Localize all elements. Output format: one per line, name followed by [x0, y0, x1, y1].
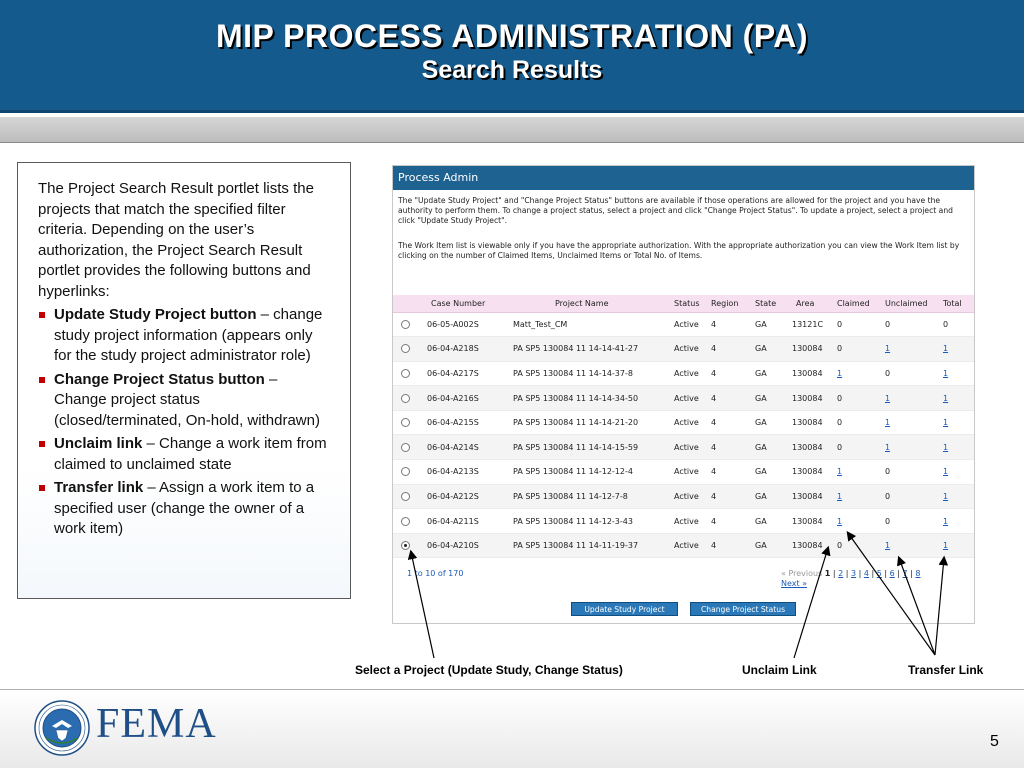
pager-page-5[interactable]: 5	[876, 569, 882, 578]
bullet-heading: Change Project Status button	[54, 370, 265, 388]
bullet-text: – Change project status (closed/terminated, On-hold, withdrawn)	[54, 370, 320, 429]
cell-case-number: 06-04-A216S	[423, 386, 505, 411]
table-row	[393, 460, 974, 485]
cell-case-number: 06-04-A210S	[423, 533, 505, 558]
cell-state: GA	[751, 337, 788, 362]
pager-page-4[interactable]: 4	[863, 569, 869, 578]
cell-project-name: PA SP5 130084 11 14-14-37-8	[505, 361, 670, 386]
pager-separator: |	[869, 569, 877, 578]
select-column-header	[393, 295, 423, 312]
cell-status: Active	[670, 361, 707, 386]
pager-page-7[interactable]: 7	[902, 569, 908, 578]
cell-area: 130084	[788, 361, 833, 386]
pager-separator: |	[907, 569, 916, 578]
cell-case-number: 06-04-A215S	[423, 410, 505, 435]
bullet-unclaim-link	[38, 434, 330, 475]
table-row	[393, 386, 974, 411]
cell-area: 130084	[788, 337, 833, 362]
portlet-work-item-note: The Work Item list is viewable only if you have the appropriate authorization. With the appropriate authorization you can view the Work Item list by clicking on the number of Claimed Items, Unclaimed Items or Total No. of Items.	[398, 241, 960, 260]
cell-area: 130084	[788, 460, 833, 485]
cell-radio	[393, 533, 423, 558]
slide-subtitle: Search Results	[421, 56, 603, 84]
cell-total	[939, 509, 974, 534]
cell-claimed: 0	[833, 312, 881, 337]
cell-state: GA	[751, 361, 788, 386]
cell-state: GA	[751, 410, 788, 435]
column-header-total[interactable]: Total	[939, 295, 974, 312]
cell-unclaimed: 0	[881, 509, 939, 534]
cell-area: 130084	[788, 435, 833, 460]
claimed-items-link[interactable]: 1	[837, 368, 843, 378]
pager-separator: |	[881, 569, 890, 578]
unclaimed-items-link[interactable]: 1	[885, 442, 891, 452]
table-row	[393, 361, 974, 386]
page-number: 5	[990, 733, 999, 750]
cell-radio	[393, 312, 423, 337]
column-header-region[interactable]: Region	[707, 295, 751, 312]
cell-area: 130084	[788, 386, 833, 411]
cell-total	[939, 460, 974, 485]
cell-claimed	[833, 460, 881, 485]
pager-previous: « Previous	[781, 569, 823, 578]
cell-radio	[393, 460, 423, 485]
cell-total	[939, 386, 974, 411]
claimed-items-link[interactable]: 1	[837, 491, 843, 501]
cell-region: 4	[707, 484, 751, 509]
table-row	[393, 435, 974, 460]
claimed-items-link[interactable]: 1	[837, 516, 843, 526]
project-select-radio[interactable]	[401, 541, 410, 550]
cell-state: GA	[751, 386, 788, 411]
table-row	[393, 337, 974, 362]
pager-range: 1 to 10 of 170	[407, 569, 464, 578]
cell-region: 4	[707, 361, 751, 386]
cell-unclaimed: 0	[881, 484, 939, 509]
bullet-text: – Change a work item from claimed to unclaimed state	[54, 435, 327, 473]
change-project-status-button[interactable]: Change Project Status	[690, 602, 796, 616]
cell-state: GA	[751, 509, 788, 534]
total-items-link[interactable]: 1	[943, 418, 949, 428]
project-results-table	[393, 295, 974, 558]
total-items-link[interactable]: 1	[943, 442, 949, 452]
cell-project-name: PA SP5 130084 11 14-12-3-43	[505, 509, 670, 534]
cell-state: GA	[751, 312, 788, 337]
cell-unclaimed	[881, 533, 939, 558]
unclaimed-items-link[interactable]: 1	[885, 393, 891, 403]
cell-claimed: 0	[833, 533, 881, 558]
cell-area: 130084	[788, 509, 833, 534]
cell-project-name: PA SP5 130084 11 14-14-21-20	[505, 410, 670, 435]
cell-case-number: 06-05-A002S	[423, 312, 505, 337]
bullet-heading: Transfer link	[54, 479, 144, 496]
cell-status: Active	[670, 386, 707, 411]
column-header-status[interactable]: Status	[670, 295, 707, 312]
project-select-radio[interactable]	[401, 467, 410, 476]
cell-radio	[393, 386, 423, 411]
cell-area: 130084	[788, 410, 833, 435]
cell-radio	[393, 435, 423, 460]
unclaimed-items-link[interactable]: 1	[885, 541, 891, 551]
pager-page-1: 1	[824, 569, 831, 578]
cell-case-number: 06-04-A212S	[423, 484, 505, 509]
cell-case-number: 06-04-A217S	[423, 361, 505, 386]
cell-region: 4	[707, 435, 751, 460]
cell-status: Active	[670, 410, 707, 435]
total-items-link[interactable]: 1	[943, 368, 949, 378]
cell-total	[939, 337, 974, 362]
unclaimed-items-link[interactable]: 1	[885, 344, 891, 354]
cell-case-number: 06-04-A213S	[423, 460, 505, 485]
pager-page-6[interactable]: 6	[889, 569, 895, 578]
total-items-link[interactable]: 1	[943, 491, 949, 501]
pager-page-8[interactable]: 8	[915, 569, 921, 578]
cell-area: 130084	[788, 533, 833, 558]
cell-project-name: Matt_Test_CM	[505, 312, 670, 337]
cell-state: GA	[751, 533, 788, 558]
total-items-link[interactable]: 1	[943, 467, 949, 477]
bullet-heading: Unclaim link	[54, 435, 143, 452]
claimed-items-link[interactable]: 1	[837, 467, 843, 477]
column-header-claimed[interactable]: Claimed	[833, 295, 881, 312]
pager-page-2[interactable]: 2	[838, 569, 844, 578]
project-select-radio[interactable]	[401, 369, 410, 378]
portlet-title: Process Admin	[393, 166, 974, 190]
cell-project-name: PA SP5 130084 11 14-11-19-37	[505, 533, 670, 558]
cell-radio	[393, 361, 423, 386]
cell-region: 4	[707, 410, 751, 435]
project-select-radio[interactable]	[401, 344, 410, 353]
update-study-project-button[interactable]: Update Study Project	[571, 602, 678, 616]
cell-project-name: PA SP5 130084 11 14-12-7-8	[505, 484, 670, 509]
description-box	[17, 162, 351, 599]
unclaimed-items-link[interactable]: 1	[885, 418, 891, 428]
caption-unclaim-link: Unclaim Link	[742, 663, 817, 677]
cell-radio	[393, 509, 423, 534]
cell-state: GA	[751, 460, 788, 485]
pager-pages	[825, 569, 921, 578]
cell-claimed: 0	[833, 386, 881, 411]
cell-status: Active	[670, 484, 707, 509]
process-admin-portlet	[392, 165, 975, 624]
cell-unclaimed	[881, 410, 939, 435]
cell-project-name: PA SP5 130084 11 14-12-12-4	[505, 460, 670, 485]
table-row	[393, 484, 974, 509]
portlet-instructions: The "Update Study Project" and "Change Project Status" buttons are available if those operations are allowed for the project and you have the authority to perform them. To change a project status, select a project and click "Change Project Status". To update a project, select a project and click "Update Study Project".	[398, 196, 953, 225]
cell-claimed	[833, 509, 881, 534]
pager-separator: |	[843, 569, 852, 578]
table-row	[393, 410, 974, 435]
cell-status: Active	[670, 460, 707, 485]
dhs-seal-icon	[34, 700, 90, 756]
cell-region: 4	[707, 509, 751, 534]
cell-claimed: 0	[833, 435, 881, 460]
cell-case-number: 06-04-A218S	[423, 337, 505, 362]
total-items-link[interactable]: 1	[943, 541, 949, 551]
column-header-unclaimed[interactable]: Unclaimed	[881, 295, 939, 312]
bullet-change-project-status	[38, 370, 330, 432]
project-select-radio[interactable]	[401, 492, 410, 501]
cell-claimed	[833, 484, 881, 509]
table-row	[393, 533, 974, 558]
slide-header	[0, 0, 1024, 113]
cell-total	[939, 410, 974, 435]
cell-region: 4	[707, 533, 751, 558]
cell-state: GA	[751, 484, 788, 509]
cell-radio	[393, 337, 423, 362]
cell-total: 0	[939, 312, 974, 337]
header-divider-band	[0, 117, 1024, 143]
caption-transfer-link: Transfer Link	[908, 663, 984, 677]
cell-unclaimed	[881, 435, 939, 460]
column-header-case-number[interactable]: Case Number	[423, 295, 505, 312]
cell-project-name: PA SP5 130084 11 14-14-41-27	[505, 337, 670, 362]
cell-case-number: 06-04-A214S	[423, 435, 505, 460]
pager-page-3[interactable]: 3	[851, 569, 857, 578]
project-select-radio[interactable]	[401, 320, 410, 329]
cell-area: 130084	[788, 484, 833, 509]
cell-radio	[393, 484, 423, 509]
cell-state: GA	[751, 435, 788, 460]
pager-separator: |	[856, 569, 864, 578]
bullet-text: – change study project information (appears only for the study project administrator role)	[54, 306, 323, 364]
pager-separator: |	[830, 569, 839, 578]
cell-total	[939, 484, 974, 509]
total-items-link[interactable]: 1	[943, 344, 949, 354]
table-row	[393, 509, 974, 534]
caption-select-project: Select a Project (Update Study, Change Status)	[355, 663, 623, 677]
bullet-update-study-project	[38, 305, 330, 367]
cell-area: 13121C	[788, 312, 833, 337]
cell-status: Active	[670, 312, 707, 337]
cell-unclaimed: 0	[881, 460, 939, 485]
cell-claimed: 0	[833, 410, 881, 435]
pager-next-link[interactable]: Next »	[781, 579, 808, 588]
cell-status: Active	[670, 435, 707, 460]
bullet-heading: Update Study Project button	[54, 306, 257, 323]
total-items-link[interactable]: 1	[943, 393, 949, 403]
cell-status: Active	[670, 509, 707, 534]
cell-region: 4	[707, 312, 751, 337]
bullet-transfer-link	[38, 478, 330, 540]
column-header-area[interactable]: Area	[788, 295, 833, 312]
description-intro: The Project Search Result portlet lists the projects that match the specified filter criteria. Depending on the user’s authorization, the Project Search Result portlet provides the following buttons and hyperlinks:	[38, 180, 314, 300]
cell-project-name: PA SP5 130084 11 14-14-34-50	[505, 386, 670, 411]
cell-case-number: 06-04-A211S	[423, 509, 505, 534]
total-items-link[interactable]: 1	[943, 516, 949, 526]
project-select-radio[interactable]	[401, 443, 410, 452]
cell-region: 4	[707, 337, 751, 362]
cell-total	[939, 435, 974, 460]
project-select-radio[interactable]	[401, 418, 410, 427]
cell-region: 4	[707, 460, 751, 485]
bullet-text: – Assign a work item to a specified user (change the owner of a work item)	[54, 479, 315, 537]
cell-radio	[393, 410, 423, 435]
cell-claimed: 0	[833, 337, 881, 362]
table-row	[393, 312, 974, 337]
cell-unclaimed: 0	[881, 312, 939, 337]
cell-status: Active	[670, 337, 707, 362]
project-select-radio[interactable]	[401, 517, 410, 526]
pager-separator: |	[894, 569, 903, 578]
table-header-row	[393, 295, 974, 312]
cell-total	[939, 533, 974, 558]
cell-project-name: PA SP5 130084 11 14-14-15-59	[505, 435, 670, 460]
pager	[781, 569, 961, 589]
cell-unclaimed: 0	[881, 361, 939, 386]
cell-total	[939, 361, 974, 386]
project-select-radio[interactable]	[401, 394, 410, 403]
cell-status: Active	[670, 533, 707, 558]
cell-unclaimed	[881, 337, 939, 362]
cell-unclaimed	[881, 386, 939, 411]
column-header-project-name[interactable]: Project Name	[505, 295, 670, 312]
fema-logo: FEMA	[96, 701, 217, 747]
slide-title: MIP PROCESS ADMINISTRATION (PA)	[215, 18, 809, 54]
cell-region: 4	[707, 386, 751, 411]
column-header-state[interactable]: State	[751, 295, 788, 312]
cell-claimed	[833, 361, 881, 386]
